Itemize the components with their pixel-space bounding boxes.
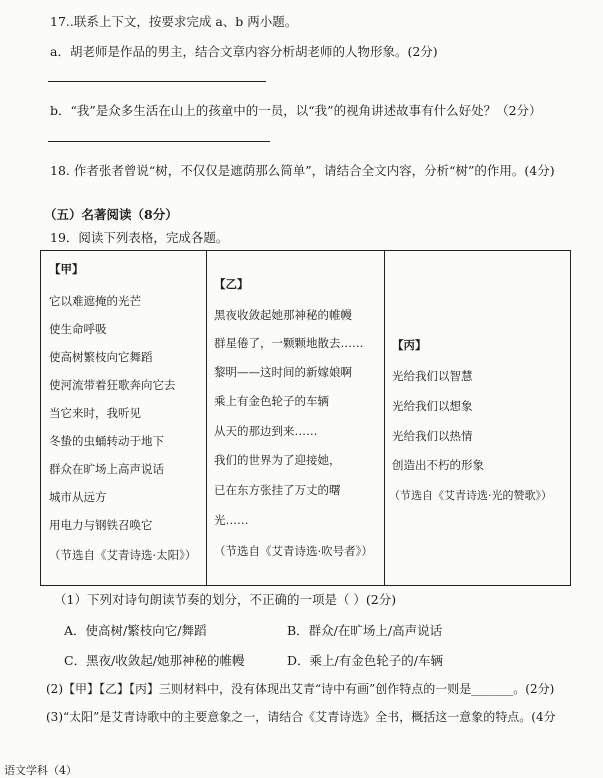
jia-line: 冬蛰的虫蛹转动于地下 xyxy=(49,434,164,448)
section-title: （五）名著阅读（8分） xyxy=(44,207,178,222)
jia-line: 群众在旷场上高声说话 xyxy=(49,462,164,476)
bing-label: 【丙】 xyxy=(392,338,427,352)
jia-line: 使高树繁枝向它舞蹈 xyxy=(49,350,153,364)
q19-sub3: (3)“太阳”是艾青诗歌中的主要意象之一，请结合《艾青诗选》全书，概括这一意象的特点。(4分 xyxy=(46,710,556,724)
option-c: C．黑夜/收敛起/她那神秘的帷幔 xyxy=(64,653,245,668)
bing-line: 光给我们以热情 xyxy=(392,429,473,443)
jia-line: 城市从远方 xyxy=(49,490,107,504)
bing-line: 光给我们以智慧 xyxy=(392,369,473,383)
table-col-jia xyxy=(41,251,207,585)
jia-line: 使生命呼吸 xyxy=(49,322,107,336)
jia-source: （节选自《艾青诗选·太阳》） xyxy=(49,548,197,562)
bing-line: 光给我们以想象 xyxy=(392,399,473,413)
yi-line: 已在东方张挂了万丈的曙 xyxy=(214,483,341,497)
q19-sub1-stem: （1）下列对诗句朗读节奏的划分，不正确的一项是（ ）(2分) xyxy=(54,592,397,607)
jia-line: 使河流带着狂歌奔向它去 xyxy=(49,378,176,392)
q17-stem: 17..联系上下文，按要求完成 a、b 两小题。 xyxy=(50,14,298,29)
yi-line: 光…… xyxy=(214,513,249,527)
q18: 18. 作者张者曾说“树，不仅仅是遮荫那么简单”，请结合全文内容，分析“树”的作用。(4分) xyxy=(50,163,555,178)
yi-label: 【乙】 xyxy=(214,277,249,291)
jia-label: 【甲】 xyxy=(49,262,84,276)
answer-line-a xyxy=(48,81,266,82)
q17-a: a．胡老师是作品的男主，结合文章内容分析胡老师的人物形象。(2分) xyxy=(50,44,438,59)
option-b: B．群众/在旷场上/高声说话 xyxy=(287,623,443,638)
table-col-yi xyxy=(207,251,385,585)
yi-line: 黎明——这时间的新嫁娘啊 xyxy=(214,365,352,379)
yi-line: 从天的那边到来…… xyxy=(214,424,318,438)
page-footer: 语文学科（4） xyxy=(4,764,77,777)
option-a: A．使高树/繁枝向它/舞蹈 xyxy=(64,623,207,638)
q19-sub2: (2)【甲】【乙】【丙】三则材料中，没有体现出艾青“诗中有画”创作特点的一则是_______。(2分) xyxy=(46,682,555,696)
yi-line: 乘上有金色轮子的车辆 xyxy=(214,394,329,408)
bing-line: 创造出不朽的形象 xyxy=(392,458,484,472)
jia-line: 用电力与钢铁召唤它 xyxy=(49,518,153,532)
bing-source: （节选自《艾青诗选·光的赞歌》） xyxy=(389,489,552,502)
q19-stem: 19．阅读下列表格，完成各题。 xyxy=(50,230,229,245)
poem-table xyxy=(40,250,571,586)
option-d: D．乘上/有金色轮子的/车辆 xyxy=(287,653,443,668)
yi-line: 我们的世界为了迎接她， xyxy=(214,453,341,467)
yi-line: 黑夜收敛起她那神秘的帷幔 xyxy=(214,308,352,322)
q17-b: b．“我”是众多生活在山上的孩童中的一员，以“我”的视角讲述故事有什么好处？（2分） xyxy=(50,103,542,118)
table-col-bing xyxy=(385,251,570,585)
yi-source: （节选自《艾青诗选·吹号者》） xyxy=(214,544,373,558)
answer-line-b xyxy=(48,141,270,142)
yi-line: 群星倦了，一颗颗地散去…… xyxy=(214,336,364,350)
jia-line: 当它来时，我听见 xyxy=(49,406,141,420)
jia-line: 它以难遮掩的光芒 xyxy=(49,294,141,308)
